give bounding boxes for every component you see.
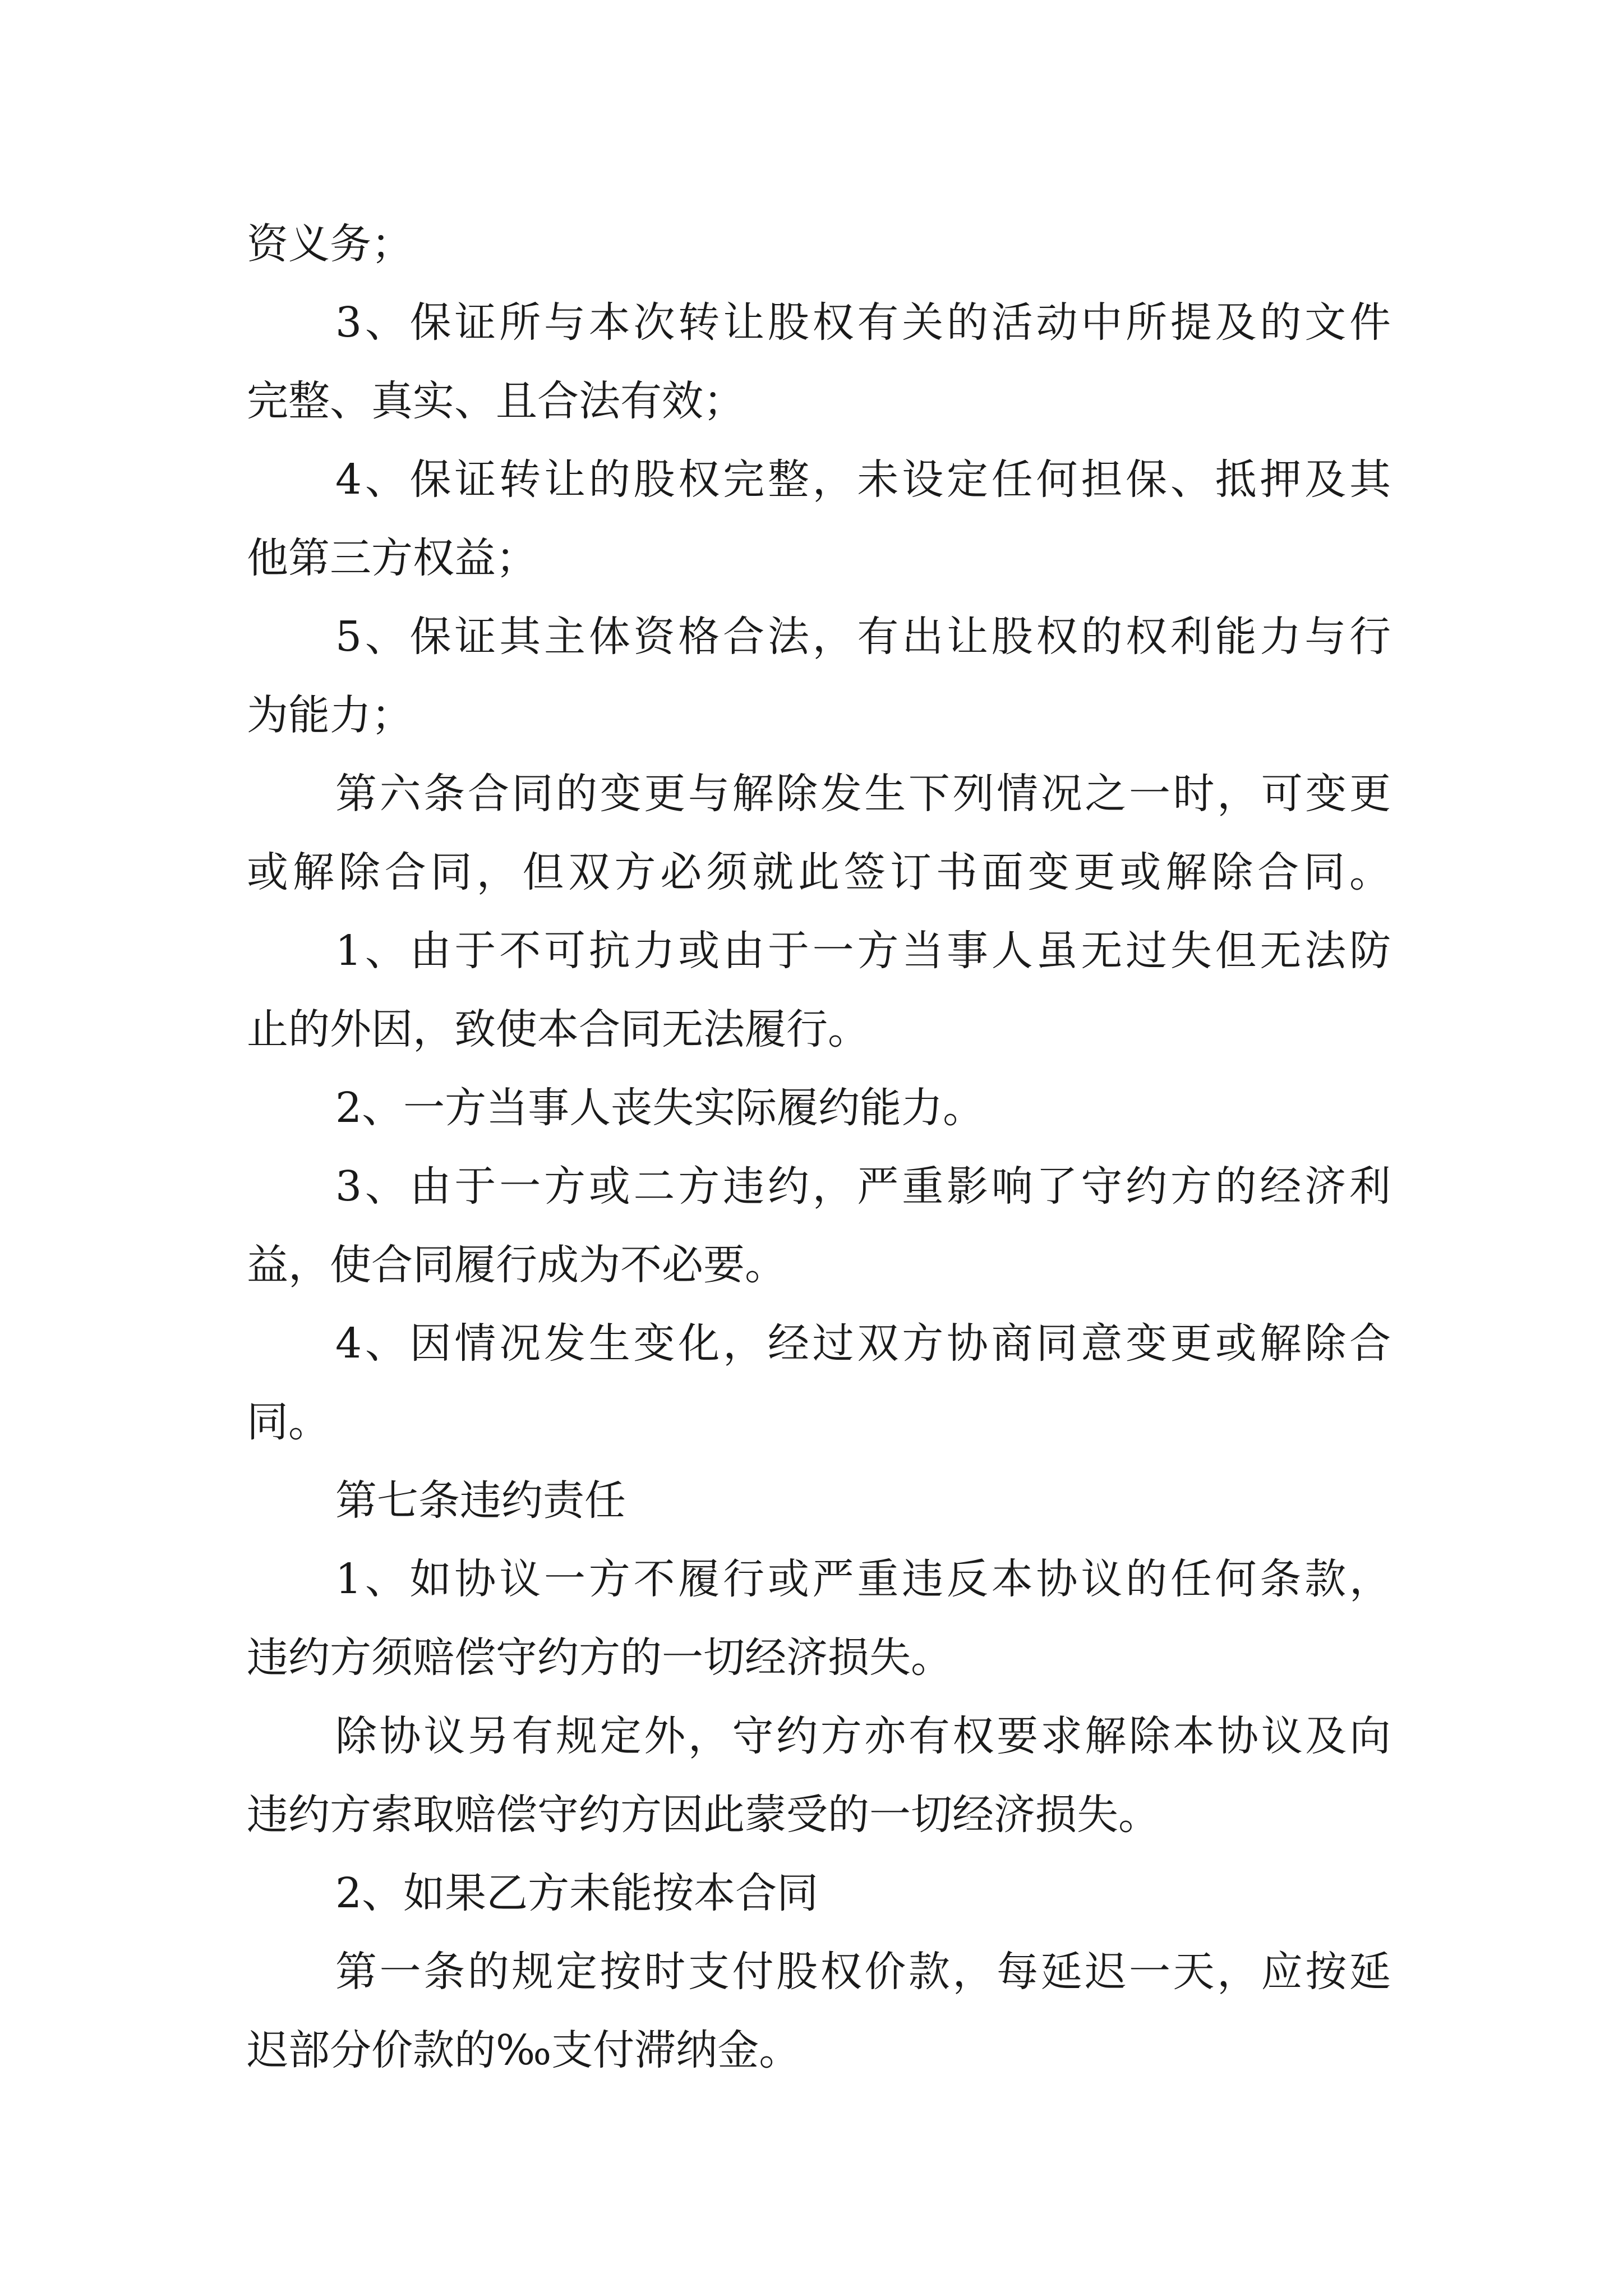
text-line: 5、保证其主体资格合法，有出让股权的权利能力与行 xyxy=(335,613,1391,661)
section-heading: 第七条违约责任 xyxy=(335,1476,626,1525)
text-line: 或解除合同，但双方必须就此签订书面变更或解除合同。 xyxy=(247,848,1391,896)
text-line: 迟部分价款的‰支付滞纳金。 xyxy=(247,2026,801,2074)
text-line: 止的外因，致使本合同无法履行。 xyxy=(247,1005,869,1053)
text-line: 违约方须赔偿守约方的一切经济损失。 xyxy=(247,1634,952,1682)
text-line: 违约方索取赔偿守约方因此蒙受的一切经济损失。 xyxy=(247,1791,1160,1839)
text-line: 为能力； xyxy=(247,691,413,739)
text-line: 资义务； xyxy=(247,220,413,268)
text-line: 3、保证所与本次转让股权有关的活动中所提及的文件 xyxy=(335,298,1391,347)
text-line: 4、保证转让的股权完整，未设定任何担保、抵押及其 xyxy=(335,455,1391,504)
text-line: 益，使合同履行成为不必要。 xyxy=(247,1241,786,1289)
text-line: 1、如协议一方不履行或严重违反本协议的任何条款， xyxy=(335,1555,1391,1603)
text-line: 4、因情况发生变化，经过双方协商同意变更或解除合 xyxy=(335,1319,1391,1368)
text-line: 他第三方权益； xyxy=(247,534,537,582)
text-line: 1、由于不可抗力或由于一方当事人虽无过失但无法防 xyxy=(335,927,1391,975)
text-line: 第六条合同的变更与解除发生下列情况之一时，可变更 xyxy=(335,770,1391,818)
text-line: 除协议另有规定外，守约方亦有权要求解除本协议及向 xyxy=(335,1712,1391,1760)
text-line: 3、由于一方或二方违约，严重影响了守约方的经济利 xyxy=(335,1162,1391,1211)
text-line: 第一条的规定按时支付股权价款，每延迟一天，应按延 xyxy=(335,1948,1391,1996)
text-line: 同。 xyxy=(247,1398,330,1446)
text-line: 完整、真实、且合法有效； xyxy=(247,377,745,425)
text-line: 2、一方当事人丧失实际履约能力。 xyxy=(335,1084,985,1132)
text-line: 2、如果乙方未能按本合同 xyxy=(335,1869,819,1917)
